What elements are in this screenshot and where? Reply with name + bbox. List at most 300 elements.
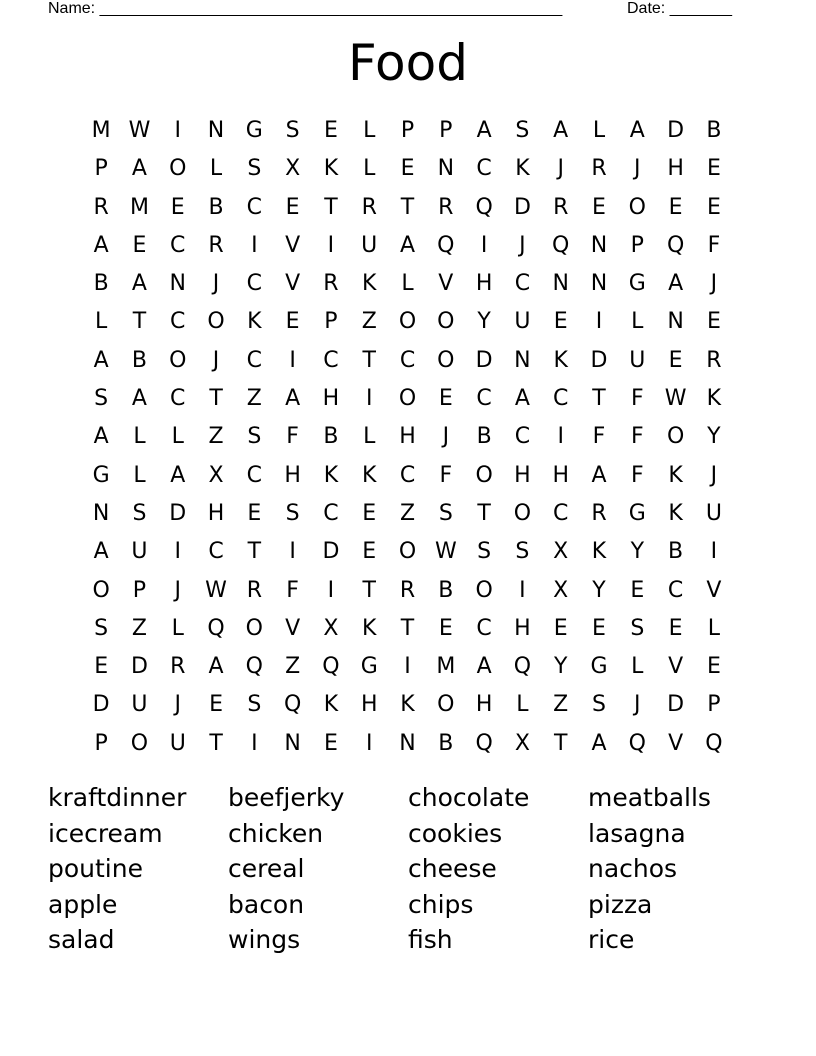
grid-letter[interactable]: R (706, 347, 722, 373)
grid-letter[interactable]: Z (246, 386, 262, 412)
grid-letter[interactable]: P (400, 118, 415, 143)
grid-letter[interactable]: F (286, 424, 299, 450)
grid-letter[interactable]: B (323, 424, 339, 450)
grid-letter[interactable]: R (246, 577, 262, 603)
grid-letter[interactable]: H (667, 156, 684, 182)
grid-letter[interactable]: C (323, 500, 339, 526)
grid-letter[interactable]: M (436, 654, 456, 680)
grid-letter[interactable]: U (169, 730, 186, 756)
grid-letter[interactable]: P (630, 232, 644, 258)
grid-letter[interactable]: I (557, 424, 564, 450)
grid-letter[interactable]: F (592, 424, 606, 450)
grid-letter[interactable]: Q (513, 654, 532, 680)
grid-letter[interactable]: A (285, 386, 301, 412)
grid-letter[interactable]: O (437, 309, 455, 335)
grid-letter[interactable]: C (246, 194, 263, 220)
grid-letter[interactable]: U (705, 500, 722, 526)
grid-letter[interactable]: S (515, 539, 530, 565)
grid-letter[interactable]: J (634, 692, 641, 718)
grid-letter[interactable]: R (399, 577, 416, 603)
grid-letter[interactable]: R (438, 194, 454, 220)
grid-letter[interactable]: K (515, 156, 530, 182)
grid-letter[interactable]: G (628, 271, 646, 297)
grid-letter[interactable]: S (592, 692, 606, 718)
grid-letter[interactable]: T (592, 386, 606, 412)
grid-letter[interactable]: K (400, 692, 415, 718)
grid-letter[interactable]: L (95, 309, 108, 335)
grid-letter[interactable]: O (398, 309, 417, 335)
grid-letter[interactable]: H (284, 462, 301, 488)
grid-letter[interactable]: A (668, 271, 684, 297)
grid-letter[interactable]: U (131, 692, 148, 718)
grid-letter[interactable]: C (553, 386, 569, 412)
grid-letter[interactable]: B (438, 577, 454, 603)
grid-letter[interactable]: I (519, 577, 526, 603)
grid-letter[interactable]: S (94, 386, 109, 412)
grid-letter[interactable]: L (363, 424, 376, 450)
grid-letter[interactable]: T (400, 194, 415, 220)
grid-letter[interactable]: Q (552, 232, 570, 258)
grid-letter[interactable]: E (438, 615, 453, 641)
grid-row (82, 342, 734, 380)
grid-letter[interactable]: Q (437, 232, 455, 258)
grid-letter[interactable]: M (91, 118, 111, 143)
grid-letter[interactable]: X (553, 539, 569, 565)
grid-letter[interactable]: E (362, 500, 377, 526)
grid-letter[interactable]: E (553, 309, 568, 335)
grid-letter[interactable]: W (205, 577, 227, 603)
grid-letter[interactable]: J (557, 156, 564, 182)
page-title: Food (348, 34, 468, 92)
grid-letter[interactable]: E (323, 730, 338, 756)
grid-letter[interactable]: R (361, 194, 377, 220)
grid-letter[interactable]: A (170, 462, 186, 488)
grid-letter[interactable]: K (362, 462, 377, 488)
grid-letter[interactable]: O (666, 424, 685, 450)
grid-letter[interactable]: Z (131, 615, 147, 641)
grid-letter[interactable]: C (553, 500, 569, 526)
grid-letter[interactable]: D (667, 118, 685, 143)
grid-letter[interactable]: Q (283, 692, 302, 718)
grid-letter[interactable]: J (710, 462, 718, 488)
grid-letter[interactable]: N (399, 730, 416, 756)
grid-letter[interactable]: E (706, 194, 721, 220)
grid-letter[interactable]: T (362, 347, 376, 373)
grid-letter[interactable]: E (400, 156, 415, 182)
grid-letter[interactable]: H (552, 462, 569, 488)
grid-letter[interactable]: E (362, 539, 377, 565)
grid-letter[interactable]: S (94, 615, 109, 641)
grid-letter[interactable]: O (437, 347, 455, 373)
grid-letter[interactable]: E (132, 232, 147, 258)
grid-letter[interactable]: C (170, 386, 186, 412)
grid-letter[interactable]: E (668, 615, 683, 641)
grid-letter[interactable]: K (706, 386, 722, 412)
grid-letter[interactable]: H (360, 692, 378, 718)
grid-letter[interactable]: N (552, 271, 569, 297)
grid-letter[interactable]: V (285, 271, 301, 297)
grid-letter[interactable]: E (592, 615, 606, 641)
grid-row (82, 303, 734, 341)
grid-letter[interactable]: L (171, 424, 184, 450)
grid-letter[interactable]: P (439, 118, 453, 143)
grid-letter[interactable]: C (667, 577, 684, 603)
grid-letter[interactable]: H (399, 424, 416, 450)
grid-letter[interactable]: A (93, 424, 109, 450)
grid-letter[interactable]: A (476, 118, 492, 143)
grid-letter[interactable]: N (284, 730, 301, 756)
grid-letter[interactable]: W (128, 118, 151, 143)
grid-letter[interactable]: E (209, 692, 223, 718)
grid-letter[interactable]: S (477, 539, 492, 565)
grid-letter[interactable]: C (246, 462, 263, 488)
grid-letter[interactable]: Z (553, 692, 569, 718)
grid-letter[interactable]: R (170, 654, 186, 680)
grid-letter[interactable]: Q (705, 730, 723, 756)
grid-letter[interactable]: O (628, 194, 646, 220)
grid-letter[interactable]: D (590, 347, 608, 373)
grid-letter[interactable]: E (438, 386, 453, 412)
grid-letter[interactable]: Z (208, 424, 224, 450)
date-field-label: Date: _______ (627, 0, 732, 17)
grid-letter[interactable]: S (285, 118, 300, 143)
grid-letter[interactable]: P (324, 309, 338, 335)
grid-letter[interactable]: G (590, 654, 608, 680)
grid-letter[interactable]: D (92, 692, 110, 718)
grid-letter[interactable]: E (706, 654, 721, 680)
grid-letter[interactable]: R (553, 194, 569, 220)
grid-letter[interactable]: N (514, 347, 531, 373)
grid-letter[interactable]: P (707, 692, 721, 718)
grid-letter[interactable]: O (92, 577, 110, 603)
grid-letter[interactable]: C (323, 347, 339, 373)
grid-letter[interactable]: I (404, 654, 411, 680)
grid-letter[interactable]: E (94, 654, 109, 680)
grid-letter[interactable]: O (398, 386, 417, 412)
grid-letter[interactable]: G (245, 118, 263, 143)
grid-letter[interactable]: A (208, 654, 224, 680)
grid-letter[interactable]: N (590, 232, 608, 258)
grid-letter[interactable]: J (174, 692, 181, 718)
grid-letter[interactable]: I (365, 386, 373, 412)
grid-letter[interactable]: N (169, 271, 186, 297)
grid-letter[interactable]: B (131, 347, 147, 373)
grid-letter[interactable]: J (519, 232, 526, 258)
grid-letter[interactable]: E (285, 309, 300, 335)
grid-letter[interactable]: X (208, 462, 224, 488)
grid-letter[interactable]: Q (475, 730, 493, 756)
grid-letter[interactable]: I (174, 539, 181, 565)
grid-letter[interactable]: U (629, 347, 646, 373)
grid-letter[interactable]: K (668, 500, 683, 526)
grid-letter[interactable]: K (323, 692, 339, 718)
grid-letter[interactable]: H (475, 271, 493, 297)
grid-letter[interactable]: R (93, 194, 109, 220)
grid-letter[interactable]: I (365, 730, 373, 756)
grid-letter[interactable]: R (591, 156, 607, 182)
grid-letter[interactable]: A (93, 539, 109, 565)
grid-letter[interactable]: D (513, 194, 531, 220)
grid-letter[interactable]: C (170, 232, 186, 258)
grid-letter[interactable]: I (327, 577, 335, 603)
grid-row (82, 572, 734, 610)
grid-letter[interactable]: E (323, 118, 338, 143)
grid-letter[interactable]: C (476, 615, 492, 641)
grid-letter[interactable]: U (514, 309, 531, 335)
grid-letter[interactable]: T (209, 386, 223, 412)
grid-letter[interactable]: N (667, 309, 684, 335)
grid-letter[interactable]: I (480, 232, 488, 258)
grid-letter[interactable]: T (324, 194, 338, 220)
grid-letter[interactable]: O (245, 615, 263, 641)
grid-letter[interactable]: B (476, 424, 492, 450)
grid-letter[interactable]: O (130, 730, 149, 756)
grid-letter[interactable]: C (476, 386, 492, 412)
grid-letter[interactable]: B (438, 730, 454, 756)
grid-letter[interactable]: O (475, 462, 493, 488)
grid-letter[interactable]: F (286, 577, 299, 603)
grid-letter[interactable]: M (129, 194, 149, 220)
grid-letter[interactable]: V (706, 577, 722, 603)
grid-letter[interactable]: N (590, 271, 608, 297)
grid-letter[interactable]: J (710, 271, 718, 297)
grid-letter[interactable]: Y (630, 539, 645, 565)
grid-letter[interactable]: J (212, 271, 220, 297)
word-list-item: cheese (408, 854, 497, 884)
grid-letter[interactable]: A (553, 118, 569, 143)
grid-letter[interactable]: T (132, 309, 147, 335)
grid-letter[interactable]: J (212, 347, 220, 373)
grid-letter[interactable]: O (513, 500, 532, 526)
grid-letter[interactable]: C (170, 309, 186, 335)
grid-letter[interactable]: L (631, 309, 644, 335)
grid-letter[interactable]: S (630, 615, 645, 641)
grid-letter[interactable]: A (93, 232, 109, 258)
grid-letter[interactable]: E (630, 577, 645, 603)
grid-letter[interactable]: T (247, 539, 262, 565)
grid-letter[interactable]: S (285, 500, 300, 526)
grid-letter[interactable]: Q (666, 232, 685, 258)
grid-letter[interactable]: G (360, 654, 378, 680)
grid-letter[interactable]: Q (245, 654, 263, 680)
grid-letter[interactable]: O (398, 539, 417, 565)
grid-letter[interactable]: S (515, 118, 530, 143)
grid-letter[interactable]: P (132, 577, 147, 603)
grid-letter[interactable]: L (363, 118, 376, 143)
grid-letter[interactable]: L (401, 271, 414, 297)
grid-letter[interactable]: B (706, 118, 722, 143)
grid-letter[interactable]: K (362, 271, 377, 297)
grid-letter[interactable]: L (363, 156, 376, 182)
grid-letter[interactable]: X (285, 156, 301, 182)
grid-letter[interactable]: F (707, 232, 721, 258)
grid-letter[interactable]: L (171, 615, 184, 641)
grid-letter[interactable]: L (516, 692, 529, 718)
grid-letter[interactable]: C (514, 424, 531, 450)
grid-letter[interactable]: V (285, 232, 301, 258)
grid-letter[interactable]: T (553, 730, 568, 756)
grid-letter[interactable]: H (322, 386, 340, 412)
grid-letter[interactable]: A (131, 386, 147, 412)
grid-letter[interactable]: Y (592, 577, 606, 603)
grid-letter[interactable]: C (399, 347, 416, 373)
grid-letter[interactable]: Q (322, 654, 340, 680)
grid-letter[interactable]: A (93, 347, 109, 373)
grid-letter[interactable]: C (476, 156, 492, 182)
grid-letter[interactable]: H (207, 500, 225, 526)
grid-letter[interactable]: Y (477, 309, 491, 335)
grid-letter[interactable]: B (668, 539, 684, 565)
grid-letter[interactable]: K (591, 539, 607, 565)
grid-letter[interactable]: G (92, 462, 110, 488)
grid-letter[interactable]: O (207, 309, 225, 335)
grid-letter[interactable]: E (592, 194, 606, 220)
grid-letter[interactable]: B (208, 194, 224, 220)
grid-letter[interactable]: D (322, 539, 340, 565)
name-field-label: Name: ____________________________________________________ (48, 0, 563, 17)
grid-letter[interactable]: O (475, 577, 493, 603)
grid-letter[interactable]: K (553, 347, 568, 373)
grid-letter[interactable]: C (399, 462, 416, 488)
grid-letter[interactable]: P (94, 156, 108, 182)
grid-letter[interactable]: D (667, 692, 685, 718)
grid-letter[interactable]: S (247, 692, 262, 718)
grid-letter[interactable]: K (323, 156, 339, 182)
grid-letter[interactable]: W (434, 539, 457, 565)
grid-letter[interactable]: Z (361, 309, 377, 335)
grid-letter[interactable]: I (710, 539, 718, 565)
grid-letter[interactable]: K (668, 462, 683, 488)
grid-letter[interactable]: A (591, 730, 607, 756)
grid-letter[interactable]: D (475, 347, 493, 373)
grid-letter[interactable]: R (323, 271, 339, 297)
word-list-item: poutine (48, 854, 143, 884)
grid-letter[interactable]: T (209, 730, 223, 756)
grid-letter[interactable]: I (289, 539, 296, 565)
grid-letter[interactable]: C (246, 271, 263, 297)
grid-letter[interactable]: X (514, 730, 530, 756)
grid-letter[interactable]: V (438, 271, 454, 297)
grid-letter[interactable]: Q (475, 194, 493, 220)
grid-letter[interactable]: L (209, 156, 223, 182)
grid-letter[interactable]: G (628, 500, 646, 526)
grid-letter[interactable]: N (437, 156, 455, 182)
grid-letter[interactable]: N (92, 500, 110, 526)
grid-letter[interactable]: Q (207, 615, 225, 641)
grid-letter[interactable]: J (174, 577, 181, 603)
grid-letter[interactable]: I (174, 118, 181, 143)
grid-letter[interactable]: E (706, 309, 721, 335)
grid-letter[interactable]: U (131, 539, 148, 565)
grid-letter[interactable]: S (247, 156, 262, 182)
grid-letter[interactable]: E (706, 156, 721, 182)
grid-letter[interactable]: P (94, 730, 108, 756)
grid-letter[interactable]: A (131, 156, 147, 182)
grid-letter[interactable]: D (130, 654, 148, 680)
grid-letter[interactable]: J (634, 156, 641, 182)
grid-letter[interactable]: X (553, 577, 569, 603)
grid-letter[interactable]: F (630, 424, 644, 450)
grid-letter[interactable]: E (285, 194, 300, 220)
grid-letter[interactable]: I (289, 347, 296, 373)
grid-letter[interactable]: D (169, 500, 187, 526)
grid-letter[interactable]: L (592, 118, 606, 143)
grid-letter[interactable]: E (247, 500, 262, 526)
grid-letter[interactable]: O (437, 692, 455, 718)
grid-letter[interactable]: J (442, 424, 450, 450)
grid-letter[interactable]: K (247, 309, 262, 335)
grid-letter[interactable]: O (169, 347, 187, 373)
grid-letter[interactable]: E (668, 347, 683, 373)
word-list-row (48, 816, 788, 852)
grid-letter[interactable]: L (133, 462, 146, 488)
grid-letter[interactable]: X (323, 615, 339, 641)
grid-letter[interactable]: E (553, 615, 568, 641)
grid-letter[interactable]: E (170, 194, 185, 220)
grid-letter[interactable]: I (327, 232, 335, 258)
grid-letter[interactable]: Q (628, 730, 646, 756)
grid-letter[interactable]: H (514, 462, 531, 488)
grid-letter[interactable]: V (285, 615, 301, 641)
grid-letter[interactable]: T (477, 500, 491, 526)
grid-letter[interactable]: H (475, 692, 493, 718)
grid-letter[interactable]: L (707, 615, 721, 641)
grid-letter[interactable]: C (208, 539, 224, 565)
grid-letter[interactable]: F (439, 462, 453, 488)
grid-letter[interactable]: R (591, 500, 607, 526)
grid-letter[interactable]: A (629, 118, 645, 143)
grid-letter[interactable]: I (251, 232, 258, 258)
grid-letter[interactable]: I (251, 730, 258, 756)
grid-letter[interactable]: N (207, 118, 225, 143)
grid-letter[interactable]: Z (399, 500, 416, 526)
grid-letter[interactable]: A (131, 271, 147, 297)
grid-letter[interactable]: C (514, 271, 531, 297)
grid-letter[interactable]: V (668, 730, 684, 756)
grid-letter[interactable]: A (591, 462, 607, 488)
grid-letter[interactable]: Y (553, 654, 568, 680)
grid-letter[interactable]: V (668, 654, 684, 680)
grid-letter[interactable]: E (668, 194, 683, 220)
grid-letter[interactable]: T (400, 615, 415, 641)
grid-letter[interactable]: S (438, 500, 453, 526)
grid-letter[interactable]: O (169, 156, 187, 182)
word-list-item: beefjerky (228, 783, 345, 812)
grid-letter[interactable]: Z (285, 654, 301, 680)
grid-letter[interactable]: L (133, 424, 146, 450)
grid-letter[interactable]: I (595, 309, 603, 335)
grid-letter[interactable]: K (323, 462, 339, 488)
grid-letter[interactable]: W (664, 386, 687, 412)
grid-letter[interactable]: F (630, 462, 644, 488)
grid-letter[interactable]: A (399, 232, 416, 258)
grid-row (82, 725, 734, 763)
grid-letter[interactable]: S (132, 500, 147, 526)
grid-letter[interactable]: F (630, 386, 644, 412)
grid-letter[interactable]: T (362, 577, 376, 603)
grid-letter[interactable]: C (246, 347, 263, 373)
grid-letter[interactable]: U (361, 232, 378, 258)
grid-letter[interactable]: K (362, 615, 377, 641)
grid-letter[interactable]: B (93, 271, 109, 297)
grid-letter[interactable]: A (514, 386, 530, 412)
grid-letter[interactable]: L (631, 654, 644, 680)
grid-letter[interactable]: A (476, 654, 492, 680)
grid-letter[interactable]: Y (707, 424, 721, 450)
grid-letter[interactable]: R (208, 232, 224, 258)
grid-letter[interactable]: H (514, 615, 531, 641)
grid-letter[interactable]: S (247, 424, 262, 450)
